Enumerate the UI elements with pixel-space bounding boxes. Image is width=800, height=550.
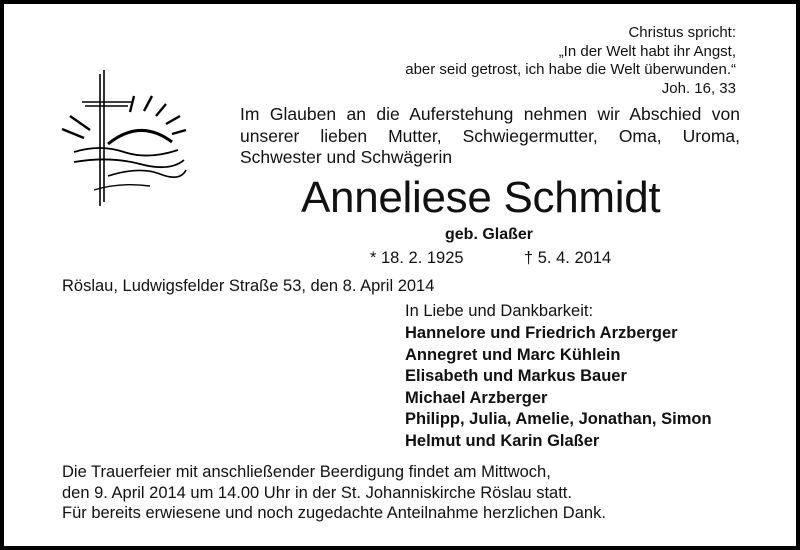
- verse-intro: Christus spricht:: [628, 24, 736, 41]
- mourners-list: [405, 323, 712, 452]
- death-date: † 5. 4. 2014: [524, 249, 612, 267]
- verse-line-2: aber seid getrost, ich habe die Welt überwunden.“: [405, 61, 736, 78]
- intro-line-2: unserer lieben Mutter, Schwiegermutter, Oma, Uroma,: [240, 125, 740, 146]
- mourner-name: Michael Arzberger: [405, 388, 548, 407]
- place-date: Röslau, Ludwigsfelder Straße 53, den 8. April 2014: [62, 277, 435, 295]
- mourner-name: Philipp, Julia, Amelie, Jonathan, Simon: [405, 410, 712, 428]
- bible-verse: [405, 24, 736, 98]
- birth-date: * 18. 2. 1925: [370, 249, 464, 267]
- cross-sunrise-icon: [60, 66, 190, 211]
- deceased-name: Anneliese Schmidt: [301, 173, 661, 222]
- mourners-heading: In Liebe und Dankbarkeit:: [405, 302, 594, 320]
- intro-text: [240, 104, 740, 169]
- funeral-line-1: Die Trauerfeier mit anschließender Beerdigung findet am Mittwoch,: [62, 463, 551, 481]
- intro-line-3: Schwester und Schwägerin: [240, 147, 453, 167]
- mourner-name: Annegret und Marc Kühlein: [405, 345, 621, 364]
- verse-reference: Joh. 16, 33: [661, 79, 736, 97]
- verse-line-1: „In der Welt habt ihr Angst,: [558, 42, 736, 60]
- funeral-info: [62, 462, 572, 503]
- mourner-name: Helmut und Karin Glaßer: [405, 431, 600, 450]
- funeral-line-2: den 9. April 2014 um 14.00 Uhr in der St. Johanniskirche Röslau statt.: [62, 483, 572, 502]
- intro-line-1: Im Glauben an die Auferstehung nehmen wir Abschied von: [240, 104, 740, 124]
- mourner-name: Elisabeth und Markus Bauer: [405, 367, 627, 385]
- mourner-name: Hannelore und Friedrich Arzberger: [405, 324, 678, 342]
- thanks-text: Für bereits erwiesene und noch zugedachte Anteilnahme herzlichen Dank.: [62, 504, 606, 522]
- maiden-name: geb. Glaßer: [445, 226, 534, 243]
